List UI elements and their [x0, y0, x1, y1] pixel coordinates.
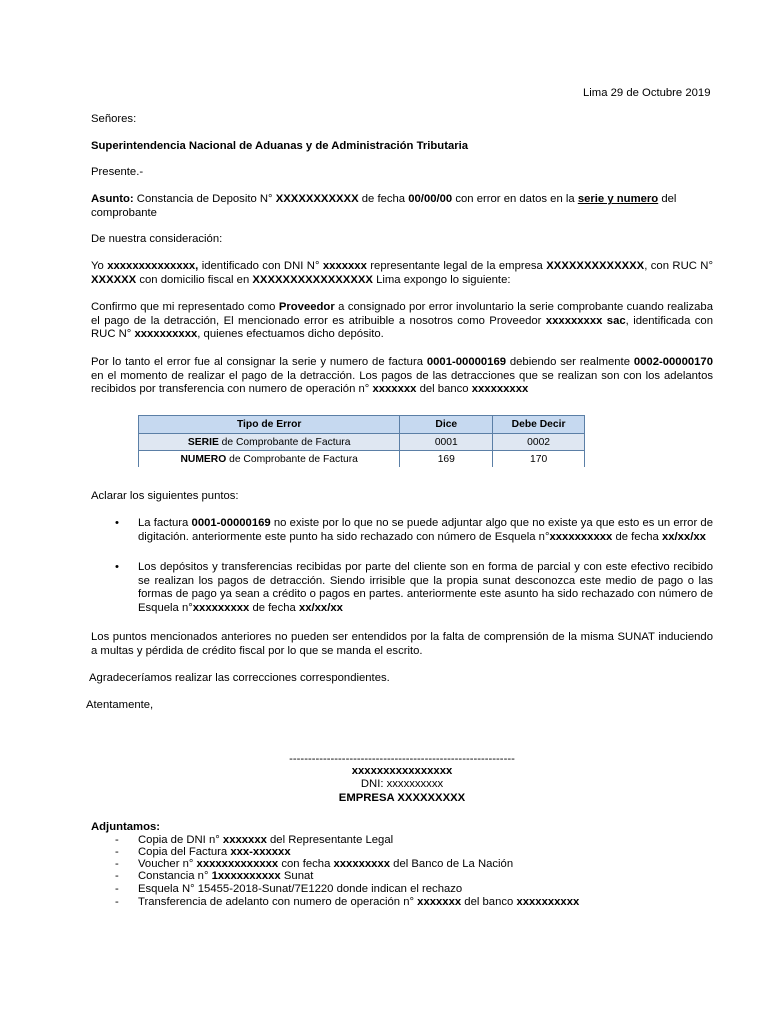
esquela-date: xx/xx/xx: [298, 601, 343, 614]
error-text: debiendo ser realmente: [506, 356, 634, 368]
signature-line: ------------------------------------------------------------: [289, 753, 515, 765]
conclusion-paragraph: Los puntos mencionados anteriores no pueden ser entendidos por la falta de comprensión de la misma SUNAT induciendo a multas y pérdida de crédito fiscal por lo que se manda el escrito.: [91, 631, 713, 657]
attachment-value: xxxxxxxxxxxxx: [196, 858, 279, 870]
confirm-text: , quienes efectuamos dicho depósito.: [197, 328, 384, 340]
error-text: Por lo tanto el error fue al consignar la serie y numero de factura: [91, 356, 427, 368]
confirm-paragraph: [91, 301, 713, 342]
bullet-text: no existe por lo que no se puede adjuntar algo que no existe ya que esto es un error de digitación. anteriormente este punto ha sido rechazado con número de Esquela n°: [138, 517, 713, 543]
subject-paragraph: [91, 193, 713, 220]
attachment-item: [138, 883, 462, 897]
attachment-text: del Banco de La Nación: [390, 858, 514, 870]
attachment-text: con fecha: [278, 858, 334, 870]
attachment-text: Constancia n°: [138, 870, 212, 882]
signature-company: [260, 792, 544, 806]
subject-text: con error en datos en la: [452, 193, 578, 205]
bullet-text: Los depósitos y transferencias recibidas por parte del cliente son en forma de parcial y con este efectivo recibido se realizan los pagos de detracción. Siendo irrisible que la propia sunat desconozca este medio de pago o las formas de pago ya sean a crédito o pagos en partes. anteriormente este asunto ha sido rechazado con número de Esquela n°: [138, 561, 713, 614]
list-dash: -: [115, 858, 119, 870]
signer-name: xxxxxxxxxxxxxxxx: [351, 765, 453, 777]
wrong-invoice: 0001-00000169: [426, 356, 507, 368]
addressee: [91, 140, 468, 154]
thanks-line: Agradeceríamos realizar las correcciones correspondientes.: [89, 672, 390, 684]
error-paragraph: [91, 356, 713, 397]
clarify-intro: Aclarar los siguientes puntos:: [91, 490, 239, 502]
provider-ruc: xxxxxxxxxx: [134, 328, 198, 340]
intro-paragraph: [91, 260, 713, 287]
attachment-text: del Representante Legal: [266, 834, 394, 846]
error-text: del banco: [416, 383, 472, 395]
subject-text: del comprobante: [91, 193, 677, 219]
bank-name: xxxxxxxxx: [471, 383, 529, 395]
list-dash: -: [115, 846, 119, 858]
confirm-text: Confirmo que mi representado como: [91, 301, 279, 313]
debe-decir-cell: 170: [493, 451, 585, 468]
correct-invoice: 0002-00000170: [633, 356, 713, 368]
attachment-text: Voucher n°: [138, 858, 197, 870]
attachments-heading: [91, 821, 160, 835]
error-type-rest: de Comprobante de Factura: [218, 436, 351, 448]
esquela-number: xxxxxxxxx: [192, 601, 250, 614]
dice-cell: 169: [400, 451, 493, 468]
attachment-value: xxxxxxxxx: [333, 858, 391, 870]
error-table-header: [139, 416, 585, 434]
signature-name: [260, 765, 544, 779]
column-header: Tipo de Error: [139, 416, 400, 434]
bullet-text: de fecha: [249, 601, 299, 614]
dice-cell: 0001: [400, 434, 493, 451]
company-label: EMPRESA XXXXXXXXX: [338, 792, 466, 804]
intro-text: , con RUC N°: [644, 260, 713, 272]
subject-text: Constancia de Deposito N°: [133, 193, 276, 205]
addressee-name: Superintendencia Nacional de Aduanas y de Administración Tributaria: [91, 140, 469, 152]
provider-name: xxxxxxxxx sac: [545, 314, 626, 327]
intro-text: identificado con DNI N°: [198, 260, 323, 272]
presente: Presente.-: [91, 166, 144, 178]
representative-name: xxxxxxxxxxxxxx,: [107, 260, 199, 272]
subject-text: de fecha: [358, 193, 409, 205]
bullet-symbol: •: [115, 517, 119, 529]
dni-label: DNI:: [360, 778, 387, 790]
error-type-rest: de Comprobante de Factura: [226, 453, 358, 465]
error-text: en el momento de realizar el pago de la detracción. Los pagos de las detracciones que se realizan son con los adelantos recibidos por transferencia con numero de operación n°: [91, 369, 713, 395]
operation-number: xxxxxxx: [372, 383, 417, 395]
list-dash: -: [115, 870, 119, 882]
attachments-title: Adjuntamos:: [91, 821, 161, 833]
intro-text: Yo: [91, 260, 108, 272]
debe-decir-cell: 0002: [493, 434, 585, 451]
bullet-point-1: [138, 517, 713, 544]
intro-text: Lima expongo lo siguiente:: [372, 273, 511, 286]
deposit-number: XXXXXXXXXXX: [275, 193, 359, 205]
attachment-value: xxxxxxx: [417, 896, 462, 908]
attachment-value: xxxxxxxxxx: [516, 896, 580, 908]
greeting: De nuestra consideración:: [91, 233, 223, 245]
attachment-value: 1xxxxxxxxxx: [211, 870, 281, 882]
closing: Atentamente,: [86, 699, 154, 711]
column-header: Dice: [400, 416, 493, 434]
representative-dni: xxxxxxx: [322, 260, 367, 272]
attachment-value: xxx-xxxxxx: [230, 846, 291, 858]
subject-label: Asunto:: [91, 193, 134, 205]
confirm-text: a consignado por error involuntario la serie comprobante cuando realizaba el pago de la detracción, El mencionado error es atribuible a nosotros como Proveedor: [91, 301, 713, 327]
intro-text: representante legal de la empresa: [366, 260, 547, 272]
list-dash: -: [115, 883, 119, 895]
role-word: Proveedor: [278, 301, 335, 313]
bullet-point-2: [138, 561, 713, 615]
esquela-number: xxxxxxxxxx: [549, 530, 613, 543]
company-name: XXXXXXXXXXXXX: [546, 260, 645, 272]
attachment-item: [138, 870, 313, 884]
table-row: [139, 451, 585, 468]
date-line: Lima 29 de Octubre 2019: [583, 87, 711, 99]
list-dash: -: [115, 834, 119, 846]
fiscal-address: XXXXXXXXXXXXXXXX: [252, 273, 373, 286]
error-type-cell: [139, 451, 400, 468]
attachment-item: [138, 896, 579, 910]
attachment-value: xxxxxxx: [222, 834, 267, 846]
attachment-text: Copia del Factura: [138, 846, 231, 858]
error-table: [138, 415, 585, 467]
attachment-text: Copia de DNI n°: [138, 834, 223, 846]
bullet-symbol: •: [115, 561, 119, 573]
table-row: [139, 434, 585, 451]
error-type-keyword: NUMERO: [180, 453, 227, 465]
error-type-cell: [139, 434, 400, 451]
company-ruc: XXXXXX: [91, 273, 137, 286]
confirm-text: , identificada con RUC N°: [91, 314, 713, 340]
invoice-number: 0001-00000169: [191, 517, 271, 529]
deposit-date: 00/00/00: [408, 193, 453, 205]
intro-text: con domicilio fiscal en: [136, 273, 253, 286]
list-dash: -: [115, 896, 119, 908]
attachment-text: Esquela N° 15455-2018-Sunat/7E1220 donde indican el rechazo: [138, 883, 463, 895]
bullet-text: de fecha: [612, 530, 662, 543]
column-header: Debe Decir: [493, 416, 585, 434]
attachment-text: Transferencia de adelanto con numero de operación n°: [138, 896, 418, 908]
esquela-date: xx/xx/xx: [661, 530, 706, 543]
dni-value: xxxxxxxxxx: [386, 778, 444, 790]
subject-underlined: serie y numero: [577, 193, 659, 205]
salutation: Señores:: [91, 113, 137, 125]
bullet-text: La factura: [138, 517, 192, 529]
attachment-text: Sunat: [280, 870, 314, 882]
signature-dni: [260, 778, 544, 792]
attachment-text: del banco: [461, 896, 517, 908]
error-type-keyword: SERIE: [187, 436, 219, 448]
